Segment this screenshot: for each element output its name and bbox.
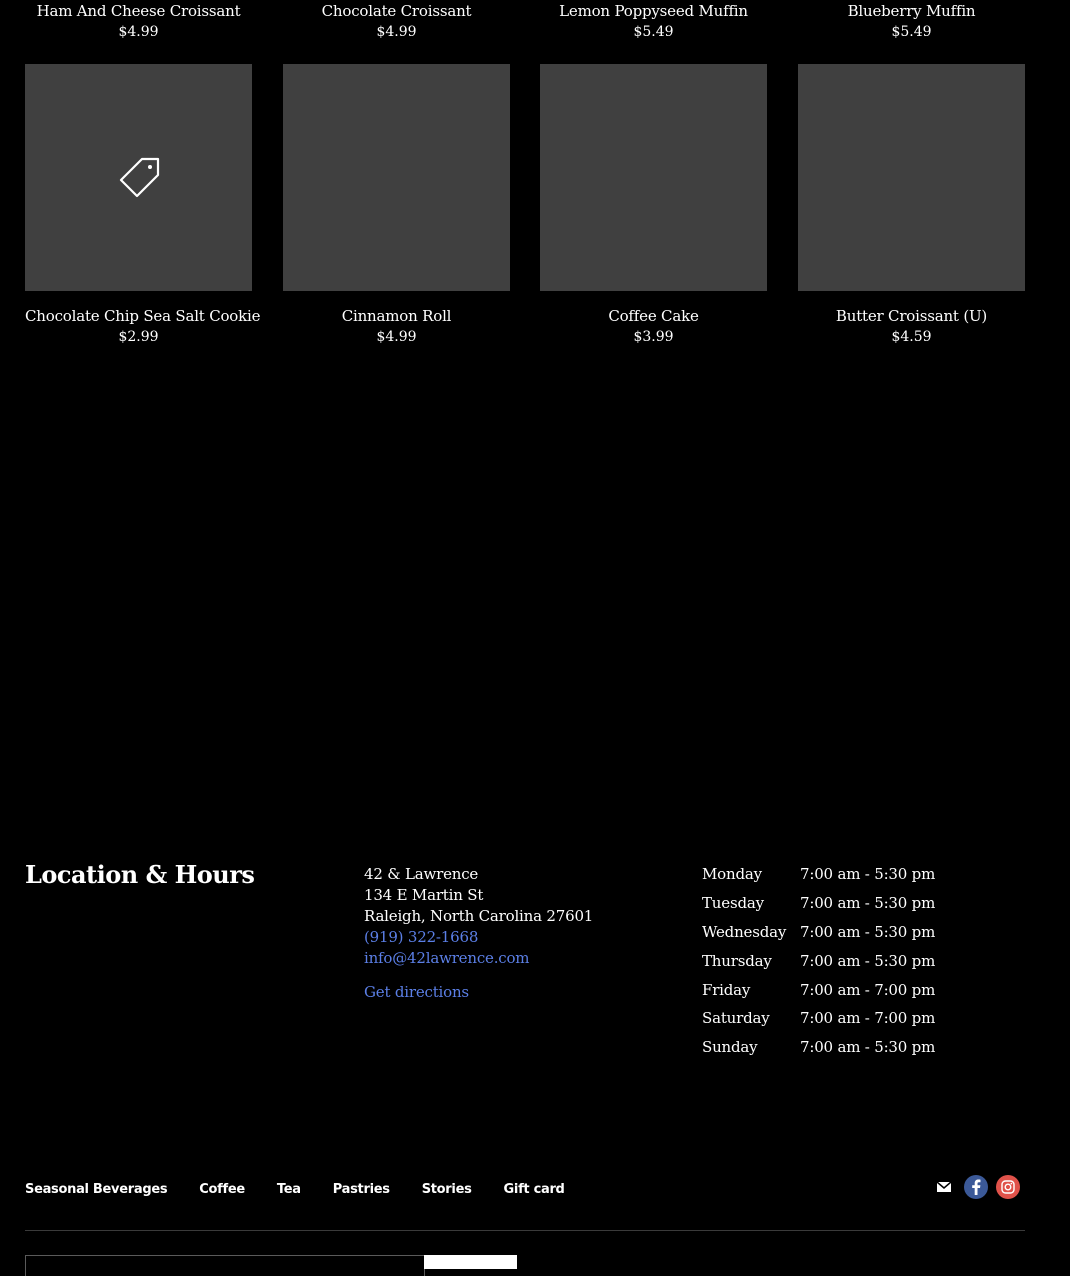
hours-day: Friday bbox=[702, 980, 751, 999]
footer-link-stories[interactable]: Stories bbox=[421, 1182, 472, 1197]
hours-time: 7:00 am - 5:30 pm bbox=[800, 951, 936, 970]
footer-link-coffee[interactable]: Coffee bbox=[199, 1182, 245, 1197]
hours-day: Wednesday bbox=[702, 922, 787, 941]
product-price: $5.49 bbox=[633, 24, 674, 40]
footer-link-pastries[interactable]: Pastries bbox=[332, 1182, 390, 1197]
footer-link-gift-card[interactable]: Gift card bbox=[503, 1182, 565, 1197]
instagram-icon[interactable] bbox=[996, 1175, 1020, 1199]
product-card[interactable] bbox=[798, 306, 1025, 348]
hours-row bbox=[702, 951, 935, 980]
product-price: $5.49 bbox=[891, 24, 932, 40]
product-card[interactable] bbox=[25, 306, 261, 348]
email-link[interactable]: info@42lawrence.com bbox=[364, 949, 530, 967]
hours-row bbox=[702, 1008, 935, 1037]
product-name[interactable]: Ham And Cheese Croissant bbox=[36, 2, 241, 20]
store-name: 42 & Lawrence bbox=[364, 865, 479, 883]
footer-link-tea[interactable]: Tea bbox=[276, 1182, 301, 1197]
product-name[interactable]: Chocolate Chip Sea Salt Cookie bbox=[25, 307, 261, 325]
hours-day: Monday bbox=[702, 865, 762, 883]
hours-day: Thursday bbox=[702, 951, 772, 970]
store-address bbox=[364, 864, 593, 1003]
product-name[interactable]: Cinnamon Roll bbox=[341, 307, 452, 325]
product-card[interactable] bbox=[540, 306, 767, 348]
hours-row bbox=[702, 864, 935, 893]
newsletter-subscribe-button[interactable] bbox=[424, 1255, 517, 1269]
hours-row bbox=[702, 1037, 935, 1066]
product-card[interactable] bbox=[283, 306, 510, 348]
street-address: 134 E Martin St bbox=[364, 886, 484, 904]
footer-nav bbox=[25, 1180, 597, 1200]
product-image[interactable] bbox=[283, 64, 510, 291]
product-name[interactable]: Blueberry Muffin bbox=[847, 2, 976, 20]
product-card[interactable] bbox=[25, 1, 252, 43]
hours-row bbox=[702, 980, 935, 1009]
product-image[interactable] bbox=[798, 64, 1025, 291]
product-name[interactable]: Butter Croissant (U) bbox=[835, 307, 988, 325]
product-price: $4.59 bbox=[891, 329, 932, 345]
hours-time: 7:00 am - 5:30 pm bbox=[800, 893, 936, 912]
phone-link[interactable]: (919) 322-1668 bbox=[364, 928, 479, 946]
hours-day: Saturday bbox=[702, 1009, 770, 1028]
social-links bbox=[932, 1175, 1020, 1199]
get-directions-link[interactable]: Get directions bbox=[364, 983, 469, 1001]
product-price: $4.99 bbox=[376, 329, 417, 345]
city-state-zip: Raleigh, North Carolina 27601 bbox=[364, 907, 594, 925]
hours-time: 7:00 am - 5:30 pm bbox=[800, 865, 936, 883]
hours-time: 7:00 am - 5:30 pm bbox=[800, 1038, 936, 1057]
hours-time: 7:00 am - 7:00 pm bbox=[800, 1009, 936, 1028]
product-card[interactable] bbox=[798, 1, 1025, 43]
product-price: $4.99 bbox=[376, 24, 417, 40]
product-card[interactable] bbox=[540, 1, 767, 43]
product-name[interactable]: Lemon Poppyseed Muffin bbox=[559, 2, 748, 20]
hours-day: Tuesday bbox=[702, 893, 764, 912]
hours-table bbox=[702, 864, 935, 1066]
facebook-icon[interactable] bbox=[964, 1175, 988, 1199]
footer-divider bbox=[25, 1230, 1025, 1231]
mail-icon[interactable] bbox=[932, 1175, 956, 1199]
hours-row bbox=[702, 893, 935, 922]
hours-time: 7:00 am - 5:30 pm bbox=[800, 922, 936, 941]
product-image[interactable] bbox=[25, 64, 252, 291]
hours-time: 7:00 am - 7:00 pm bbox=[800, 980, 936, 999]
product-name[interactable]: Chocolate Croissant bbox=[321, 2, 472, 20]
product-price: $2.99 bbox=[118, 329, 159, 345]
product-name[interactable]: Coffee Cake bbox=[608, 307, 699, 325]
hours-day: Sunday bbox=[702, 1038, 758, 1057]
footer-link-seasonal-beverages[interactable]: Seasonal Beverages bbox=[25, 1182, 168, 1197]
product-card[interactable] bbox=[283, 1, 510, 43]
tag-icon bbox=[115, 154, 163, 202]
product-image[interactable] bbox=[540, 64, 767, 291]
product-price: $3.99 bbox=[633, 329, 674, 345]
hours-row bbox=[702, 922, 935, 951]
location-hours-heading: Location & Hours bbox=[25, 860, 255, 889]
newsletter-email-input[interactable] bbox=[25, 1255, 425, 1276]
product-price: $4.99 bbox=[118, 24, 159, 40]
